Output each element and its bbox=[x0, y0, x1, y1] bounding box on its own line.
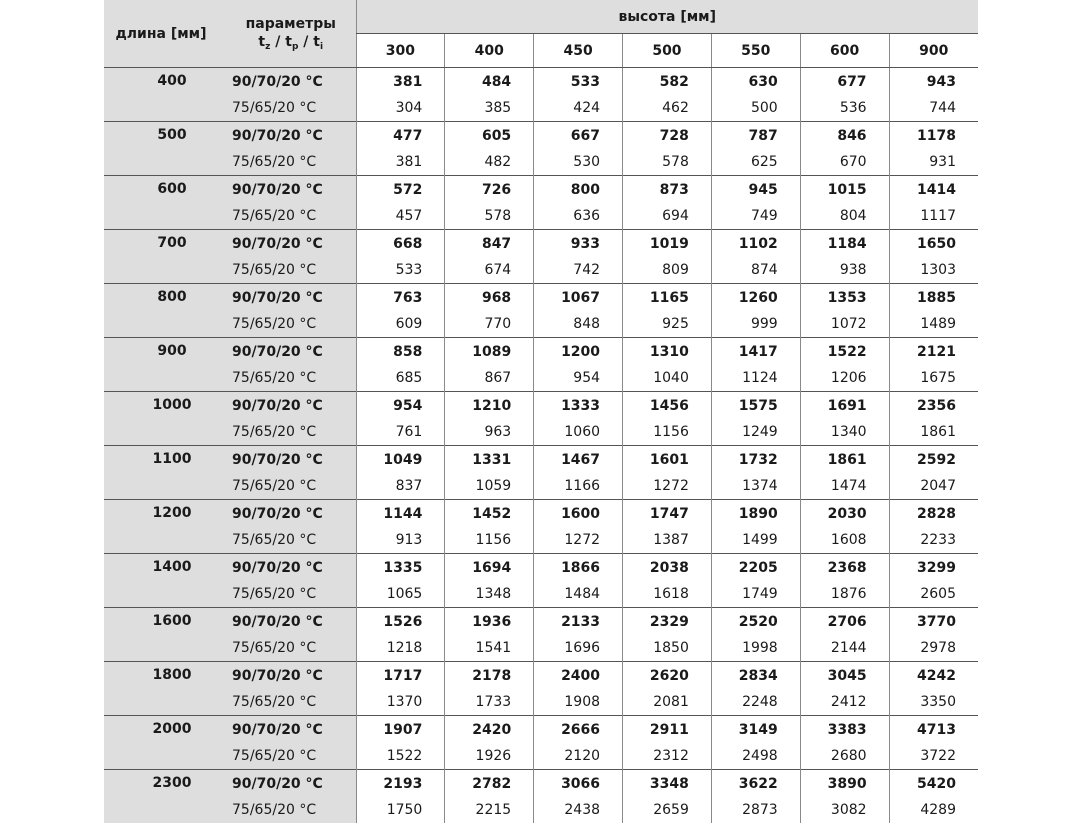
value-cell: 530 bbox=[534, 149, 623, 176]
value-cell: 3299 bbox=[889, 554, 978, 582]
length-cell: 700 bbox=[104, 230, 222, 284]
value-cell: 2193 bbox=[356, 770, 445, 798]
table-row bbox=[104, 743, 978, 770]
value-cell: 2368 bbox=[800, 554, 889, 582]
value-cell: 625 bbox=[711, 149, 800, 176]
value-cell: 482 bbox=[445, 149, 534, 176]
value-cell: 3383 bbox=[800, 716, 889, 744]
table-row bbox=[104, 257, 978, 284]
table-row bbox=[104, 608, 978, 636]
value-cell: 848 bbox=[534, 311, 623, 338]
value-cell: 1331 bbox=[445, 446, 534, 474]
parameter-cell: 90/70/20 °C bbox=[222, 230, 356, 258]
value-cell: 744 bbox=[889, 95, 978, 122]
table-row bbox=[104, 770, 978, 798]
value-cell: 1936 bbox=[445, 608, 534, 636]
value-cell: 668 bbox=[356, 230, 445, 258]
value-cell: 381 bbox=[356, 149, 445, 176]
value-cell: 1467 bbox=[534, 446, 623, 474]
value-cell: 2828 bbox=[889, 500, 978, 528]
table-row bbox=[104, 95, 978, 122]
parameter-cell: 90/70/20 °C bbox=[222, 338, 356, 366]
value-cell: 1456 bbox=[623, 392, 712, 420]
parameter-cell: 90/70/20 °C bbox=[222, 716, 356, 744]
table-row bbox=[104, 473, 978, 500]
value-cell: 945 bbox=[711, 176, 800, 204]
value-cell: 1260 bbox=[711, 284, 800, 312]
parameter-cell: 75/65/20 °C bbox=[222, 95, 356, 122]
table-row bbox=[104, 284, 978, 312]
parameter-cell: 90/70/20 °C bbox=[222, 608, 356, 636]
table-row bbox=[104, 446, 978, 474]
value-cell: 1165 bbox=[623, 284, 712, 312]
value-cell: 605 bbox=[445, 122, 534, 150]
value-cell: 2205 bbox=[711, 554, 800, 582]
parameters-column-header bbox=[222, 0, 356, 68]
parameter-cell: 75/65/20 °C bbox=[222, 311, 356, 338]
value-cell: 1387 bbox=[623, 527, 712, 554]
table-row bbox=[104, 689, 978, 716]
value-cell: 3348 bbox=[623, 770, 712, 798]
length-cell: 800 bbox=[104, 284, 222, 338]
parameter-cell: 75/65/20 °C bbox=[222, 203, 356, 230]
value-cell: 500 bbox=[711, 95, 800, 122]
value-cell: 1335 bbox=[356, 554, 445, 582]
table-row bbox=[104, 176, 978, 204]
value-cell: 685 bbox=[356, 365, 445, 392]
value-cell: 787 bbox=[711, 122, 800, 150]
table-row bbox=[104, 311, 978, 338]
value-cell: 2400 bbox=[534, 662, 623, 690]
value-cell: 2680 bbox=[800, 743, 889, 770]
table-row bbox=[104, 581, 978, 608]
value-cell: 1733 bbox=[445, 689, 534, 716]
value-cell: 2312 bbox=[623, 743, 712, 770]
parameters-title: параметры bbox=[226, 15, 356, 33]
value-cell: 1102 bbox=[711, 230, 800, 258]
value-cell: 1144 bbox=[356, 500, 445, 528]
value-cell: 1522 bbox=[800, 338, 889, 366]
value-cell: 670 bbox=[800, 149, 889, 176]
value-cell: 954 bbox=[356, 392, 445, 420]
value-cell: 1060 bbox=[534, 419, 623, 446]
value-cell: 1303 bbox=[889, 257, 978, 284]
height-header-cell: 450 bbox=[534, 34, 623, 68]
table-body bbox=[104, 68, 978, 823]
value-cell: 943 bbox=[889, 68, 978, 96]
value-cell: 2911 bbox=[623, 716, 712, 744]
length-cell: 1000 bbox=[104, 392, 222, 446]
parameter-cell: 90/70/20 °C bbox=[222, 500, 356, 528]
length-cell: 1600 bbox=[104, 608, 222, 662]
parameter-cell: 75/65/20 °C bbox=[222, 419, 356, 446]
value-cell: 1072 bbox=[800, 311, 889, 338]
value-cell: 1526 bbox=[356, 608, 445, 636]
value-cell: 1866 bbox=[534, 554, 623, 582]
value-cell: 1696 bbox=[534, 635, 623, 662]
length-cell: 500 bbox=[104, 122, 222, 176]
value-cell: 763 bbox=[356, 284, 445, 312]
value-cell: 1691 bbox=[800, 392, 889, 420]
length-cell: 900 bbox=[104, 338, 222, 392]
value-cell: 1618 bbox=[623, 581, 712, 608]
length-cell: 1200 bbox=[104, 500, 222, 554]
parameter-cell: 90/70/20 °C bbox=[222, 446, 356, 474]
value-cell: 846 bbox=[800, 122, 889, 150]
parameter-cell: 75/65/20 °C bbox=[222, 581, 356, 608]
value-cell: 2121 bbox=[889, 338, 978, 366]
value-cell: 2178 bbox=[445, 662, 534, 690]
value-cell: 1850 bbox=[623, 635, 712, 662]
value-cell: 462 bbox=[623, 95, 712, 122]
value-cell: 1272 bbox=[534, 527, 623, 554]
value-cell: 1907 bbox=[356, 716, 445, 744]
parameter-cell: 75/65/20 °C bbox=[222, 689, 356, 716]
parameter-cell: 90/70/20 °C bbox=[222, 554, 356, 582]
value-cell: 2605 bbox=[889, 581, 978, 608]
parameter-cell: 90/70/20 °C bbox=[222, 770, 356, 798]
table-row bbox=[104, 338, 978, 366]
table-row bbox=[104, 149, 978, 176]
length-cell: 1800 bbox=[104, 662, 222, 716]
value-cell: 1998 bbox=[711, 635, 800, 662]
value-cell: 1348 bbox=[445, 581, 534, 608]
value-cell: 477 bbox=[356, 122, 445, 150]
value-cell: 1370 bbox=[356, 689, 445, 716]
value-cell: 1333 bbox=[534, 392, 623, 420]
value-cell: 1040 bbox=[623, 365, 712, 392]
value-cell: 931 bbox=[889, 149, 978, 176]
height-group-header: высота [мм] bbox=[356, 0, 978, 34]
value-cell: 304 bbox=[356, 95, 445, 122]
table-row bbox=[104, 797, 978, 823]
value-cell: 1124 bbox=[711, 365, 800, 392]
value-cell: 1732 bbox=[711, 446, 800, 474]
value-cell: 726 bbox=[445, 176, 534, 204]
value-cell: 2873 bbox=[711, 797, 800, 823]
heat-output-table bbox=[104, 0, 978, 823]
value-cell: 533 bbox=[534, 68, 623, 96]
value-cell: 572 bbox=[356, 176, 445, 204]
value-cell: 1184 bbox=[800, 230, 889, 258]
value-cell: 933 bbox=[534, 230, 623, 258]
value-cell: 847 bbox=[445, 230, 534, 258]
height-header-cell: 400 bbox=[445, 34, 534, 68]
table-header bbox=[104, 0, 978, 68]
value-cell: 1890 bbox=[711, 500, 800, 528]
value-cell: 728 bbox=[623, 122, 712, 150]
value-cell: 3890 bbox=[800, 770, 889, 798]
value-cell: 925 bbox=[623, 311, 712, 338]
table-row bbox=[104, 203, 978, 230]
value-cell: 2706 bbox=[800, 608, 889, 636]
value-cell: 3622 bbox=[711, 770, 800, 798]
value-cell: 963 bbox=[445, 419, 534, 446]
value-cell: 1749 bbox=[711, 581, 800, 608]
value-cell: 2133 bbox=[534, 608, 623, 636]
value-cell: 770 bbox=[445, 311, 534, 338]
value-cell: 1499 bbox=[711, 527, 800, 554]
value-cell: 3082 bbox=[800, 797, 889, 823]
parameter-cell: 75/65/20 °C bbox=[222, 473, 356, 500]
table-row bbox=[104, 527, 978, 554]
value-cell: 1206 bbox=[800, 365, 889, 392]
value-cell: 1861 bbox=[889, 419, 978, 446]
value-cell: 2620 bbox=[623, 662, 712, 690]
value-cell: 938 bbox=[800, 257, 889, 284]
value-cell: 913 bbox=[356, 527, 445, 554]
value-cell: 1600 bbox=[534, 500, 623, 528]
value-cell: 1353 bbox=[800, 284, 889, 312]
value-cell: 2520 bbox=[711, 608, 800, 636]
value-cell: 381 bbox=[356, 68, 445, 96]
value-cell: 674 bbox=[445, 257, 534, 284]
value-cell: 2412 bbox=[800, 689, 889, 716]
value-cell: 4713 bbox=[889, 716, 978, 744]
heat-output-table-wrapper bbox=[104, 0, 978, 823]
height-header-cell: 550 bbox=[711, 34, 800, 68]
value-cell: 1414 bbox=[889, 176, 978, 204]
value-cell: 1484 bbox=[534, 581, 623, 608]
value-cell: 749 bbox=[711, 203, 800, 230]
value-cell: 2420 bbox=[445, 716, 534, 744]
value-cell: 3722 bbox=[889, 743, 978, 770]
value-cell: 2233 bbox=[889, 527, 978, 554]
value-cell: 2498 bbox=[711, 743, 800, 770]
length-cell: 1100 bbox=[104, 446, 222, 500]
height-header-cell: 300 bbox=[356, 34, 445, 68]
value-cell: 1059 bbox=[445, 473, 534, 500]
value-cell: 2081 bbox=[623, 689, 712, 716]
value-cell: 2047 bbox=[889, 473, 978, 500]
table-row bbox=[104, 68, 978, 96]
value-cell: 609 bbox=[356, 311, 445, 338]
value-cell: 858 bbox=[356, 338, 445, 366]
value-cell: 1340 bbox=[800, 419, 889, 446]
value-cell: 1675 bbox=[889, 365, 978, 392]
value-cell: 1178 bbox=[889, 122, 978, 150]
value-cell: 533 bbox=[356, 257, 445, 284]
value-cell: 2782 bbox=[445, 770, 534, 798]
value-cell: 1861 bbox=[800, 446, 889, 474]
value-cell: 1926 bbox=[445, 743, 534, 770]
value-cell: 3149 bbox=[711, 716, 800, 744]
value-cell: 1694 bbox=[445, 554, 534, 582]
length-cell: 2000 bbox=[104, 716, 222, 770]
value-cell: 1067 bbox=[534, 284, 623, 312]
value-cell: 578 bbox=[623, 149, 712, 176]
value-cell: 582 bbox=[623, 68, 712, 96]
value-cell: 3066 bbox=[534, 770, 623, 798]
height-header-cell: 600 bbox=[800, 34, 889, 68]
parameter-cell: 75/65/20 °C bbox=[222, 365, 356, 392]
value-cell: 1310 bbox=[623, 338, 712, 366]
value-cell: 2592 bbox=[889, 446, 978, 474]
parameter-cell: 75/65/20 °C bbox=[222, 797, 356, 823]
value-cell: 1015 bbox=[800, 176, 889, 204]
parameter-cell: 90/70/20 °C bbox=[222, 68, 356, 96]
table-row bbox=[104, 635, 978, 662]
length-column-header: длина [мм] bbox=[104, 0, 222, 68]
value-cell: 1218 bbox=[356, 635, 445, 662]
parameter-cell: 90/70/20 °C bbox=[222, 392, 356, 420]
parameters-formula: $t_z / t_p / t_i$ bbox=[226, 33, 356, 53]
value-cell: 837 bbox=[356, 473, 445, 500]
value-cell: 1019 bbox=[623, 230, 712, 258]
value-cell: 2038 bbox=[623, 554, 712, 582]
value-cell: 1575 bbox=[711, 392, 800, 420]
value-cell: 1601 bbox=[623, 446, 712, 474]
value-cell: 1200 bbox=[534, 338, 623, 366]
parameter-cell: 75/65/20 °C bbox=[222, 149, 356, 176]
value-cell: 1522 bbox=[356, 743, 445, 770]
table-row bbox=[104, 500, 978, 528]
value-cell: 874 bbox=[711, 257, 800, 284]
parameter-cell: 75/65/20 °C bbox=[222, 257, 356, 284]
value-cell: 1489 bbox=[889, 311, 978, 338]
value-cell: 1541 bbox=[445, 635, 534, 662]
value-cell: 457 bbox=[356, 203, 445, 230]
table-row bbox=[104, 662, 978, 690]
value-cell: 1156 bbox=[445, 527, 534, 554]
value-cell: 1750 bbox=[356, 797, 445, 823]
length-cell: 1400 bbox=[104, 554, 222, 608]
value-cell: 999 bbox=[711, 311, 800, 338]
value-cell: 630 bbox=[711, 68, 800, 96]
value-cell: 1747 bbox=[623, 500, 712, 528]
table-row bbox=[104, 716, 978, 744]
value-cell: 1608 bbox=[800, 527, 889, 554]
value-cell: 1908 bbox=[534, 689, 623, 716]
value-cell: 5420 bbox=[889, 770, 978, 798]
parameter-cell: 75/65/20 °C bbox=[222, 635, 356, 662]
value-cell: 2666 bbox=[534, 716, 623, 744]
value-cell: 2144 bbox=[800, 635, 889, 662]
table-row bbox=[104, 554, 978, 582]
value-cell: 2659 bbox=[623, 797, 712, 823]
value-cell: 1650 bbox=[889, 230, 978, 258]
value-cell: 694 bbox=[623, 203, 712, 230]
value-cell: 3045 bbox=[800, 662, 889, 690]
value-cell: 742 bbox=[534, 257, 623, 284]
value-cell: 1249 bbox=[711, 419, 800, 446]
length-cell: 600 bbox=[104, 176, 222, 230]
parameter-cell: 75/65/20 °C bbox=[222, 743, 356, 770]
value-cell: 1049 bbox=[356, 446, 445, 474]
table-row bbox=[104, 122, 978, 150]
value-cell: 677 bbox=[800, 68, 889, 96]
parameter-cell: 90/70/20 °C bbox=[222, 176, 356, 204]
value-cell: 667 bbox=[534, 122, 623, 150]
length-cell: 2300 bbox=[104, 770, 222, 823]
value-cell: 804 bbox=[800, 203, 889, 230]
value-cell: 484 bbox=[445, 68, 534, 96]
table-row bbox=[104, 365, 978, 392]
value-cell: 968 bbox=[445, 284, 534, 312]
value-cell: 954 bbox=[534, 365, 623, 392]
value-cell: 385 bbox=[445, 95, 534, 122]
value-cell: 1717 bbox=[356, 662, 445, 690]
value-cell: 3770 bbox=[889, 608, 978, 636]
value-cell: 1089 bbox=[445, 338, 534, 366]
value-cell: 2329 bbox=[623, 608, 712, 636]
value-cell: 1065 bbox=[356, 581, 445, 608]
value-cell: 873 bbox=[623, 176, 712, 204]
value-cell: 2356 bbox=[889, 392, 978, 420]
value-cell: 2215 bbox=[445, 797, 534, 823]
value-cell: 2438 bbox=[534, 797, 623, 823]
value-cell: 3350 bbox=[889, 689, 978, 716]
value-cell: 2030 bbox=[800, 500, 889, 528]
value-cell: 1210 bbox=[445, 392, 534, 420]
table-row bbox=[104, 419, 978, 446]
table-row bbox=[104, 392, 978, 420]
value-cell: 800 bbox=[534, 176, 623, 204]
value-cell: 1474 bbox=[800, 473, 889, 500]
value-cell: 636 bbox=[534, 203, 623, 230]
value-cell: 1374 bbox=[711, 473, 800, 500]
value-cell: 424 bbox=[534, 95, 623, 122]
height-header-cell: 500 bbox=[623, 34, 712, 68]
value-cell: 4242 bbox=[889, 662, 978, 690]
value-cell: 761 bbox=[356, 419, 445, 446]
value-cell: 2834 bbox=[711, 662, 800, 690]
value-cell: 1117 bbox=[889, 203, 978, 230]
parameter-cell: 90/70/20 °C bbox=[222, 122, 356, 150]
value-cell: 1166 bbox=[534, 473, 623, 500]
value-cell: 2978 bbox=[889, 635, 978, 662]
parameter-cell: 90/70/20 °C bbox=[222, 284, 356, 312]
table-row bbox=[104, 230, 978, 258]
parameter-cell: 75/65/20 °C bbox=[222, 527, 356, 554]
length-cell: 400 bbox=[104, 68, 222, 122]
value-cell: 4289 bbox=[889, 797, 978, 823]
value-cell: 1156 bbox=[623, 419, 712, 446]
value-cell: 1452 bbox=[445, 500, 534, 528]
value-cell: 1272 bbox=[623, 473, 712, 500]
value-cell: 578 bbox=[445, 203, 534, 230]
height-header-cell: 900 bbox=[889, 34, 978, 68]
value-cell: 536 bbox=[800, 95, 889, 122]
value-cell: 2120 bbox=[534, 743, 623, 770]
value-cell: 1885 bbox=[889, 284, 978, 312]
parameter-cell: 90/70/20 °C bbox=[222, 662, 356, 690]
value-cell: 2248 bbox=[711, 689, 800, 716]
value-cell: 867 bbox=[445, 365, 534, 392]
value-cell: 1876 bbox=[800, 581, 889, 608]
value-cell: 1417 bbox=[711, 338, 800, 366]
value-cell: 809 bbox=[623, 257, 712, 284]
